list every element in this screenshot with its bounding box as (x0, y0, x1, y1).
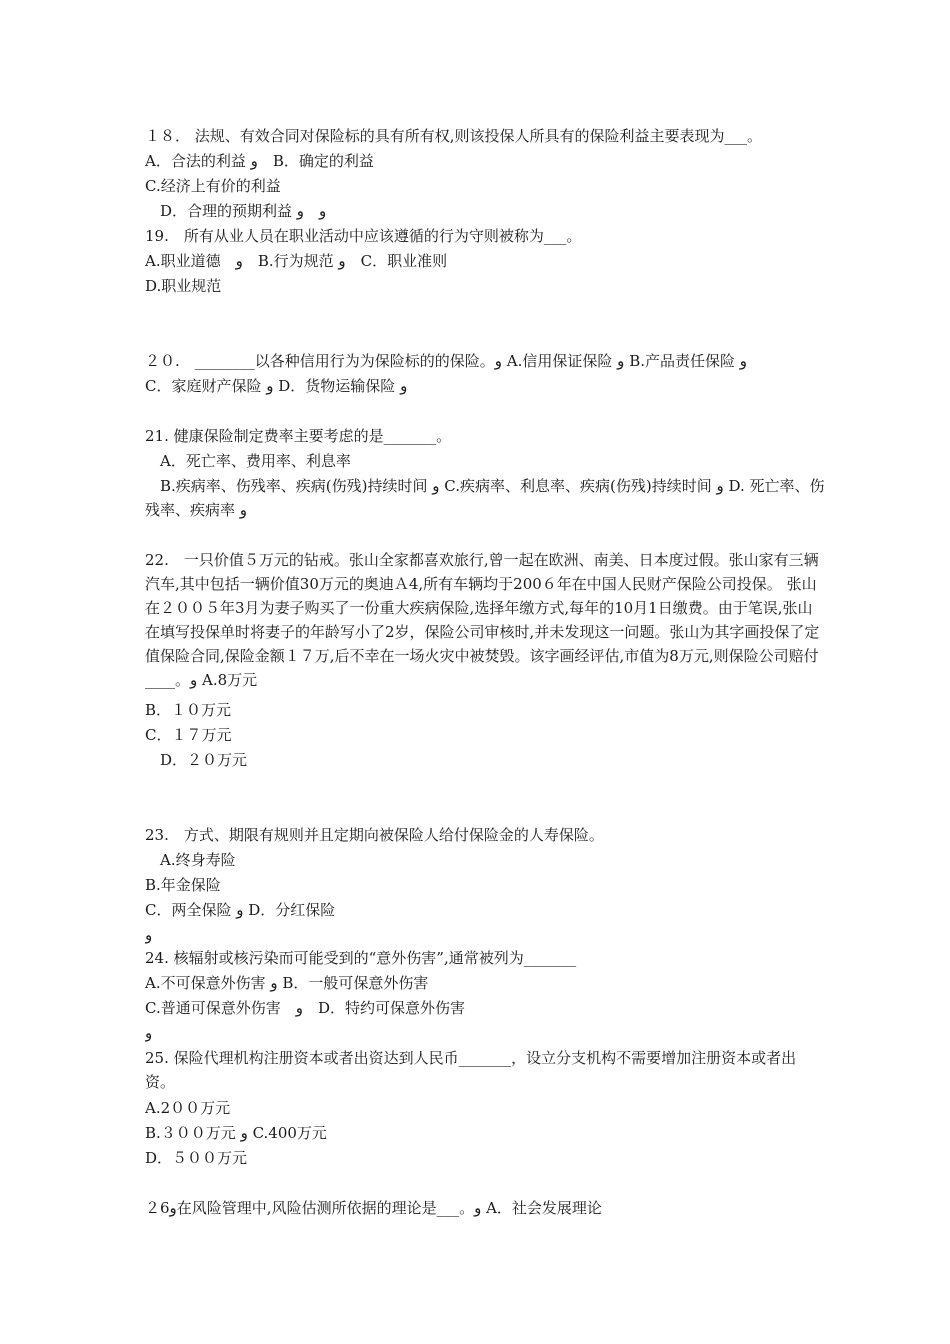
q24-stem: 24. 核辐射或核污染而可能受到的“意外伤害”,通常被列为_______ (145, 949, 577, 967)
q20-options-cd: C．家庭财产保险 و D．货物运输保险 و (145, 377, 408, 395)
q25-options-bc: B.３００万元 و C.400万元 (145, 1124, 327, 1142)
q22-option-b: B．１０万元 (145, 701, 232, 719)
q19-stem: 19. 所有从业人员在职业活动中应该遵循的行为守则被称为___。 (145, 227, 582, 245)
q21-stem: 21. 健康保险制定费率主要考虑的是_______。 (145, 427, 452, 445)
q21-option-a: A．死亡率、费用率、利息率 (145, 452, 351, 470)
q24-options-cd: C.普通可保意外伤害 و D．特约可保意外伤害 (145, 999, 465, 1017)
q23-option-a: A.终身寿险 (145, 851, 236, 869)
q21-options-bcd: B.疾病率、伤残率、疾病(伤残)持续时间 و C.疾病率、利息率、疾病(伤残)持续时间 و D. 死亡率、伤残率、疾病率 و (145, 477, 825, 519)
q18-options-ab: A．合法的利益 و B．确定的利益 (145, 152, 374, 170)
q25-stem: 25. 保险代理机构注册资本或者出资达到人民币_______，设立分支机构不需要增加注册资本或者出资。 (145, 1049, 797, 1091)
q24-options-ab: A.不可保意外伤害 و B．一般可保意外伤害 (145, 974, 429, 992)
q18-option-c: C.经济上有价的利益 (145, 177, 281, 195)
q23-trailing-mark: و (145, 926, 153, 944)
q25-option-a: A.2００万元 (145, 1099, 231, 1117)
q25-option-d: D．５００万元 (145, 1149, 248, 1167)
q19-options-abc: A.职业道德 و B.行为规范 و C．职业准则 (145, 252, 448, 270)
q23-stem: 23. 方式、期限有规则并且定期向被保险人给付保险金的人寿保险。 (145, 826, 604, 844)
q19-option-d: D.职业规范 (145, 277, 222, 295)
q26-stem: ２6و在风险管理中,风险估测所依据的理论是___。و A．社会发展理论 (145, 1199, 602, 1217)
q18-option-d: D．合理的预期利益 و و (145, 202, 327, 220)
q24-trailing-mark: و (145, 1024, 153, 1042)
q23-option-b: B.年金保险 (145, 876, 221, 894)
q22-option-c: C．１７万元 (145, 726, 232, 744)
q20-stem: ２０. ________以各种信用行为为保险标的的保险。و A.信用保证保险 و B.产品责任保险 و (145, 352, 747, 370)
q22-option-d: D．２０万元 (145, 751, 248, 769)
q22-stem: 22. 一只价值５万元的钻戒。张山全家都喜欢旅行,曾一起在欧洲、南美、日本度过假。张山家有三辆汽车,其中包括一辆价值30万元的奥迪Ａ4,所有车辆均于200６年在中国人民财产保险公司投保。 张山在２００５年3月为妻子购买了一份重大疾病保险,选择年缴方式,每年的10月1日缴费。由于笔误,张山在填写投保单时将妻子的年龄写小了2岁，保险公司审核时,并未发现这一问题。张山为其字画投保了定值保险合同,保险金额１７万,后不幸在一场火灾中被焚毁。该字画经评估,市值为8万元,则保险公司赔付____。و A.8万元 (145, 551, 820, 689)
q18-stem: １８． 法规、有效合同对保险标的具有所有权,则该投保人所具有的保险利益主要表现为___。 (145, 127, 763, 145)
q23-options-cd: C．两全保险 و D．分红保险 (145, 901, 336, 919)
